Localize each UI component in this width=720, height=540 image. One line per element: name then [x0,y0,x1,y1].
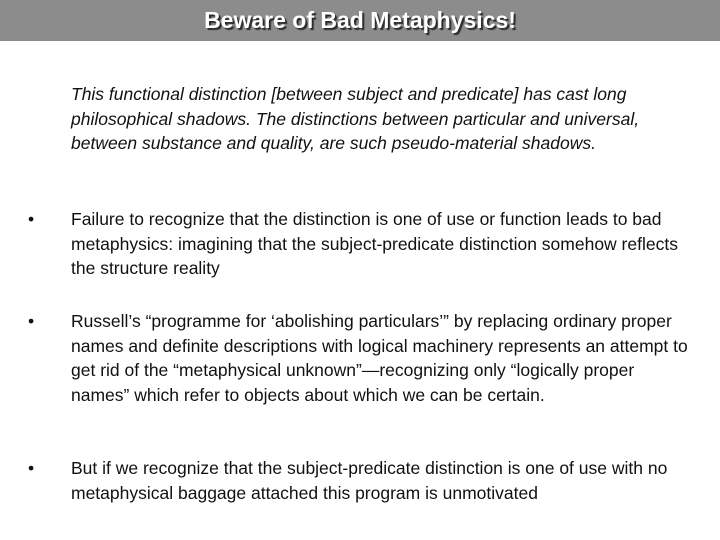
quote-paragraph: This functional distinction [between subject and predicate] has cast long philosophical shadows. The distinctions between particular and universal, between substance and quality, are such pseudo-material shadows. [71,84,640,154]
bullet-marker: • [28,458,35,478]
bullet-text: But if we recognize that the subject-predicate distinction is one of use with no metaphysical baggage attached this program is unmotivated [71,458,668,503]
bullet-marker: • [28,209,35,229]
title-bar [0,0,720,41]
bullet-text: Russell’s “programme for ‘abolishing particulars’” by replacing ordinary proper names and definite descriptions with logical machinery represents an attempt to get rid of the “metaphysical unknown”—recognizing only “logically proper names” which refer to objects about which we can be certain. [71,311,688,405]
bullet-text: Failure to recognize that the distinction is one of use or function leads to bad metaphysics: imagining that the subject-predicate distinction somehow reflects the structure reality [71,209,678,279]
bullet-marker: • [28,311,35,331]
slide-title: Beware of Bad Metaphysics! [204,7,516,33]
